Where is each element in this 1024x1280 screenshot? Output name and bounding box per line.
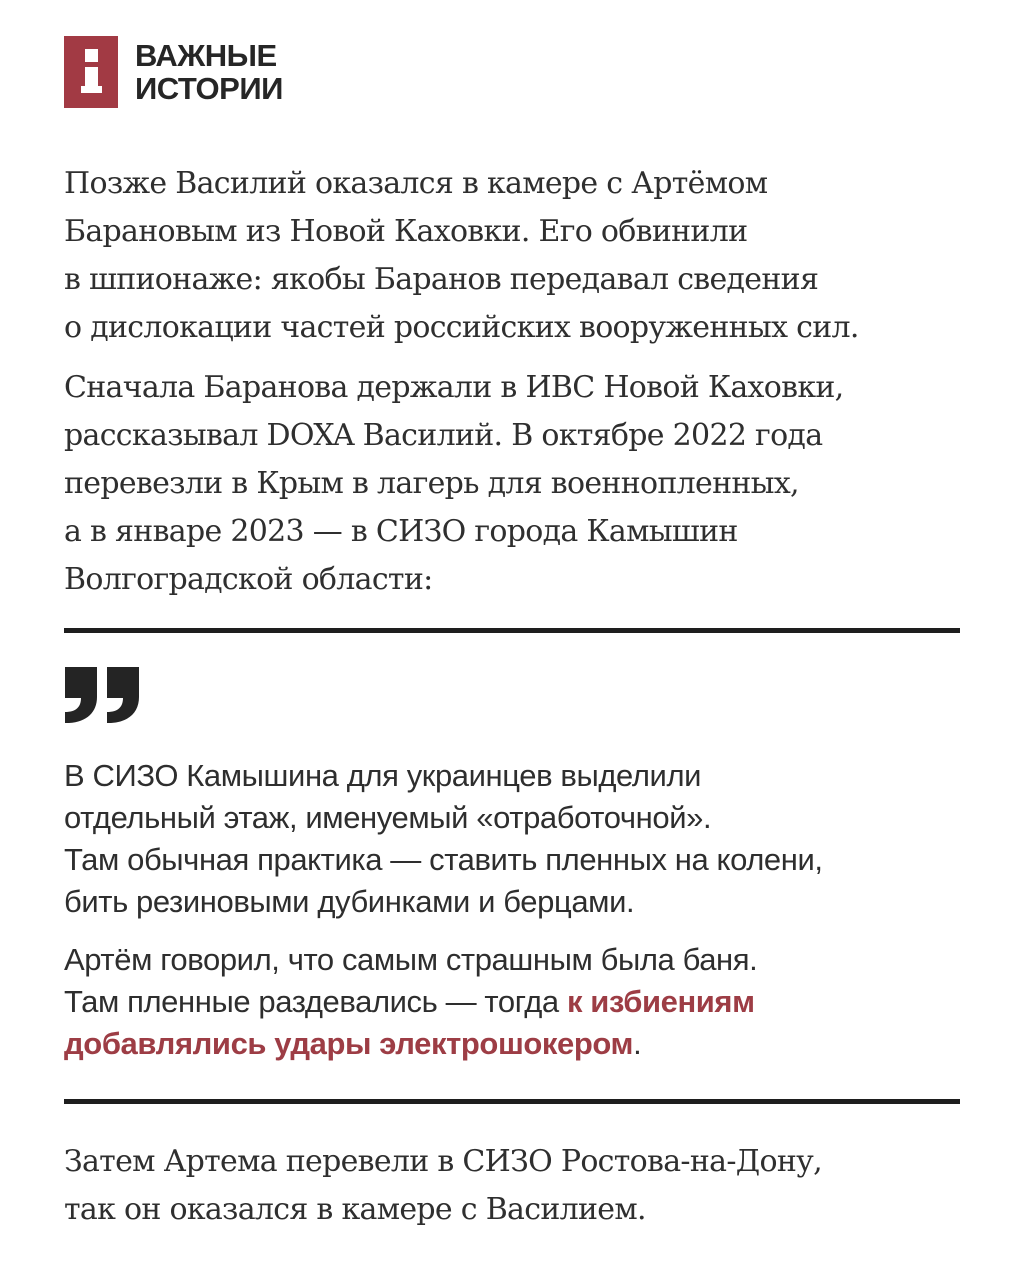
article-paragraph-1: Позже Василий оказался в камере с Артёмом Барановым из Новой Каховки. Его обвинили в шпионаже: якобы Баранов передавал сведения о дислокации частей российских вооруженных сил.	[64, 166, 859, 345]
quote-paragraph-1: В СИЗО Камышина для украинцев выделили отдельный этаж, именуемый «отработочной». Там обычная практика — ставить пленных на колени, бить резиновыми дубинками и берцами.	[64, 758, 823, 919]
quote-mark-left	[64, 667, 98, 723]
quote-mark-icon	[64, 667, 960, 725]
important-stories-logo-icon	[64, 36, 118, 108]
quote-text-start: Артём говорил, что самым страшным была баня. Там пленные раздевались — тогда	[64, 942, 758, 1019]
quote-top-divider	[64, 628, 960, 633]
brand-line-2: ИСТОРИИ	[135, 71, 283, 106]
quote-mark-right	[106, 667, 140, 723]
quote-paragraph-2	[64, 939, 960, 1065]
logo-dot	[85, 49, 98, 62]
article-paragraph-3: Затем Артема перевели в СИЗО Ростова-на-Дону, так он оказался в камере с Василием.	[64, 1144, 822, 1227]
quote-bottom-divider	[64, 1099, 960, 1104]
quote-highlight: к избиениям добавлялись удары электрошокером	[64, 984, 755, 1061]
logo-foot	[81, 86, 102, 93]
brand-logo	[64, 36, 960, 108]
article-paragraph-2: Сначала Баранова держали в ИВС Новой Каховки, рассказывал DOXA Василий. В октябре 2022 года перевезли в Крым в лагерь для военнопленных, а в январе 2023 — в СИЗО города Камышин Волгоградской области:	[64, 370, 844, 597]
article-page	[64, 36, 960, 1234]
brand-line-1: ВАЖНЫЕ	[135, 38, 277, 73]
brand-name	[135, 39, 283, 105]
quote-text-end: .	[633, 1026, 642, 1061]
